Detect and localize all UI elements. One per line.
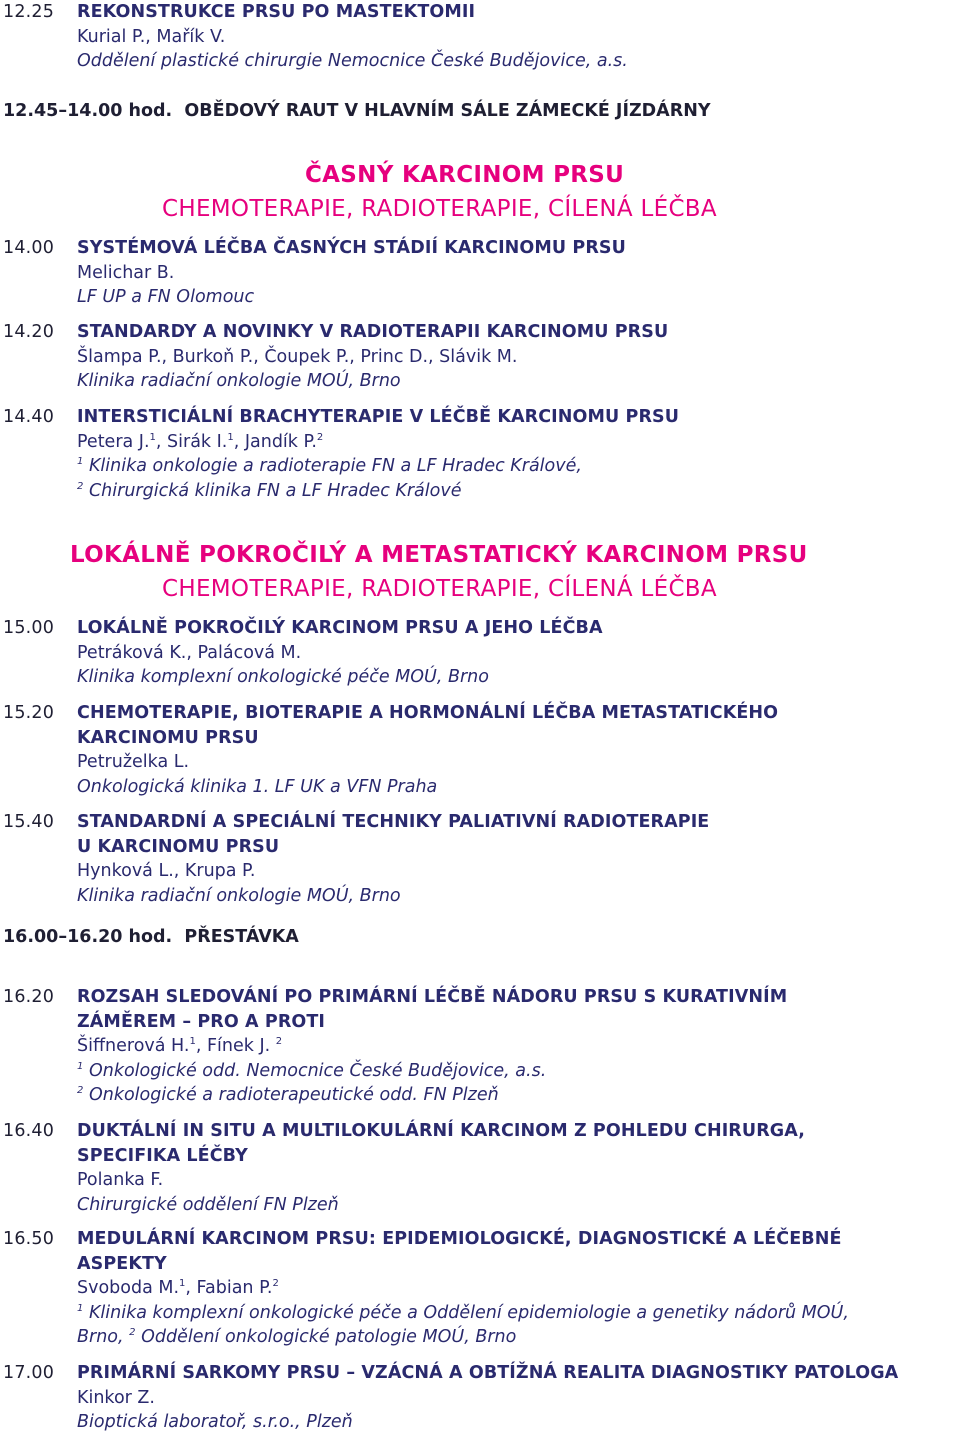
entry-title-cont: ZÁMĚREM – PRO A PROTI xyxy=(77,1011,326,1032)
entry-title: CHEMOTERAPIE, BIOTERAPIE A HORMONÁLNÍ LÉČBA METASTATICKÉHO xyxy=(77,703,779,723)
entry-institution: Brno, $^2$ Oddělení onkologické patologie MOÚ, Brno xyxy=(77,1327,517,1347)
entry-title: SYSTÉMOVÁ LÉČBA ČASNÝCH STÁDIÍ KARCINOMU PRSU xyxy=(77,238,626,258)
section-title: LOKÁLNĚ POKROČILÝ A METASTATICKÝ KARCINOM PRSU xyxy=(70,542,808,568)
entry-time: 16.50 xyxy=(3,1229,55,1249)
entry-time: 14.40 xyxy=(3,407,55,427)
entry-institution: Klinika radiační onkologie MOÚ, Brno xyxy=(77,371,401,391)
entry-title-cont: ASPEKTY xyxy=(77,1253,167,1274)
section-subtitle: CHEMOTERAPIE, RADIOTERAPIE, CÍLENÁ LÉČBA xyxy=(162,196,717,222)
entry-authors: Polanka F. xyxy=(77,1170,164,1190)
entry-institution: $^1$ Klinika onkologie a radioterapie FN a LF Hradec Králové, xyxy=(77,456,582,476)
entry-title: INTERSTICIÁLNÍ BRACHYTERAPIE V LÉČBĚ KARCINOMU PRSU xyxy=(77,407,680,427)
entry-authors: Kurial P., Mařík V. xyxy=(77,26,226,47)
entry-time: 16.20 xyxy=(3,987,55,1007)
section-subtitle: CHEMOTERAPIE, RADIOTERAPIE, CÍLENÁ LÉČBA xyxy=(162,576,717,602)
entry-title-cont: KARCINOMU PRSU xyxy=(77,727,259,748)
entry-authors: Šlampa P., Burkoň P., Čoupek P., Princ D., Slávik M. xyxy=(77,346,518,367)
entry-title: STANDARDY A NOVINKY V RADIOTERAPII KARCINOMU PRSU xyxy=(77,322,669,342)
entry-institution: Onkologická klinika 1. LF UK a VFN Praha xyxy=(77,776,438,797)
break-time: 12.45–14.00 hod. xyxy=(3,101,173,121)
pause-break xyxy=(3,925,299,950)
entry-authors: Melichar B. xyxy=(77,262,175,283)
entry-institution: Chirurgické oddělení FN Plzeň xyxy=(77,1194,339,1215)
entry-institution: $^2$ Chirurgická klinika FN a LF Hradec Králové xyxy=(77,480,462,501)
entry-title-cont: SPECIFIKA LÉČBY xyxy=(77,1145,248,1166)
entry-title: PRIMÁRNÍ SARKOMY PRSU – VZÁCNÁ A OBTÍŽNÁ REALITA DIAGNOSTIKY PATOLOGA xyxy=(77,1363,899,1383)
entry-time: 17.00 xyxy=(3,1363,55,1383)
entry-title-cont: U KARCINOMU PRSU xyxy=(77,836,280,857)
entry-authors: Petera J.$^1$, Sirák I.$^1$, Jandík P.$^2$ xyxy=(77,431,324,452)
entry-title: REKONSTRUKCE PRSU PO MASTEKTOMII xyxy=(77,2,476,22)
entry-authors: Svoboda M.$^1$, Fabian P.$^2$ xyxy=(77,1278,279,1298)
entry-time: 15.40 xyxy=(3,812,55,832)
entry-time: 12.25 xyxy=(3,2,55,22)
entry-time: 14.00 xyxy=(3,238,55,258)
entry-institution: Oddělení plastické chirurgie Nemocnice České Budějovice, a.s. xyxy=(77,51,628,71)
entry-institution: Klinika radiační onkologie MOÚ, Brno xyxy=(77,885,401,906)
entry-institution: $^1$ Onkologické odd. Nemocnice České Budějovice, a.s. xyxy=(77,1060,547,1081)
entry-time: 14.20 xyxy=(3,322,55,342)
section-heading-advanced xyxy=(0,538,960,606)
entry-institution: $^1$ Klinika komplexní onkologické péče a Oddělení epidemiologie a genetiky nádorů MOÚ, xyxy=(77,1302,849,1323)
entry-authors: Hynková L., Krupa P. xyxy=(77,861,256,881)
entry-institution: $^2$ Onkologické a radioterapeutické odd. FN Plzeň xyxy=(77,1085,499,1105)
entry-title: ROZSAH SLEDOVÁNÍ PO PRIMÁRNÍ LÉČBĚ NÁDORU PRSU S KURATIVNÍM xyxy=(77,987,788,1007)
entry-title: LOKÁLNĚ POKROČILÝ KARCINOM PRSU A JEHO LÉČBA xyxy=(77,618,603,638)
entry-title: DUKTÁLNÍ IN SITU A MULTILOKULÁRNÍ KARCINOM Z POHLEDU CHIRURGA, xyxy=(77,1121,805,1141)
break-time: 16.00–16.20 hod. xyxy=(3,927,173,947)
break-label: OBĚDOVÝ RAUT V HLAVNÍM SÁLE ZÁMECKÉ JÍZDÁRNY xyxy=(184,101,711,121)
entry-authors: Šiffnerová H.$^1$, Fínek J. $^2$ xyxy=(77,1036,283,1056)
entry-institution: LF UP a FN Olomouc xyxy=(77,287,255,307)
entry-time: 15.20 xyxy=(3,703,55,723)
entry-authors: Petráková K., Palácová M. xyxy=(77,642,302,663)
entry-authors: Petruželka L. xyxy=(77,752,190,772)
section-heading-early xyxy=(0,158,960,226)
break-label: PŘESTÁVKA xyxy=(184,927,299,947)
entry-institution: Bioptická laboratoř, s.r.o., Plzeň xyxy=(77,1412,353,1432)
entry-time: 16.40 xyxy=(3,1121,55,1141)
entry-authors: Kinkor Z. xyxy=(77,1387,155,1408)
section-title: ČASNÝ KARCINOM PRSU xyxy=(305,162,625,188)
entry-title: STANDARDNÍ A SPECIÁLNÍ TECHNIKY PALIATIVNÍ RADIOTERAPIE xyxy=(77,812,710,832)
lunch-break xyxy=(3,99,711,124)
entry-time: 15.00 xyxy=(3,618,55,638)
entry-title: MEDULÁRNÍ KARCINOM PRSU: EPIDEMIOLOGICKÉ, DIAGNOSTICKÉ A LÉČEBNÉ xyxy=(77,1229,842,1249)
entry-institution: Klinika komplexní onkologické péče MOÚ, Brno xyxy=(77,667,489,687)
